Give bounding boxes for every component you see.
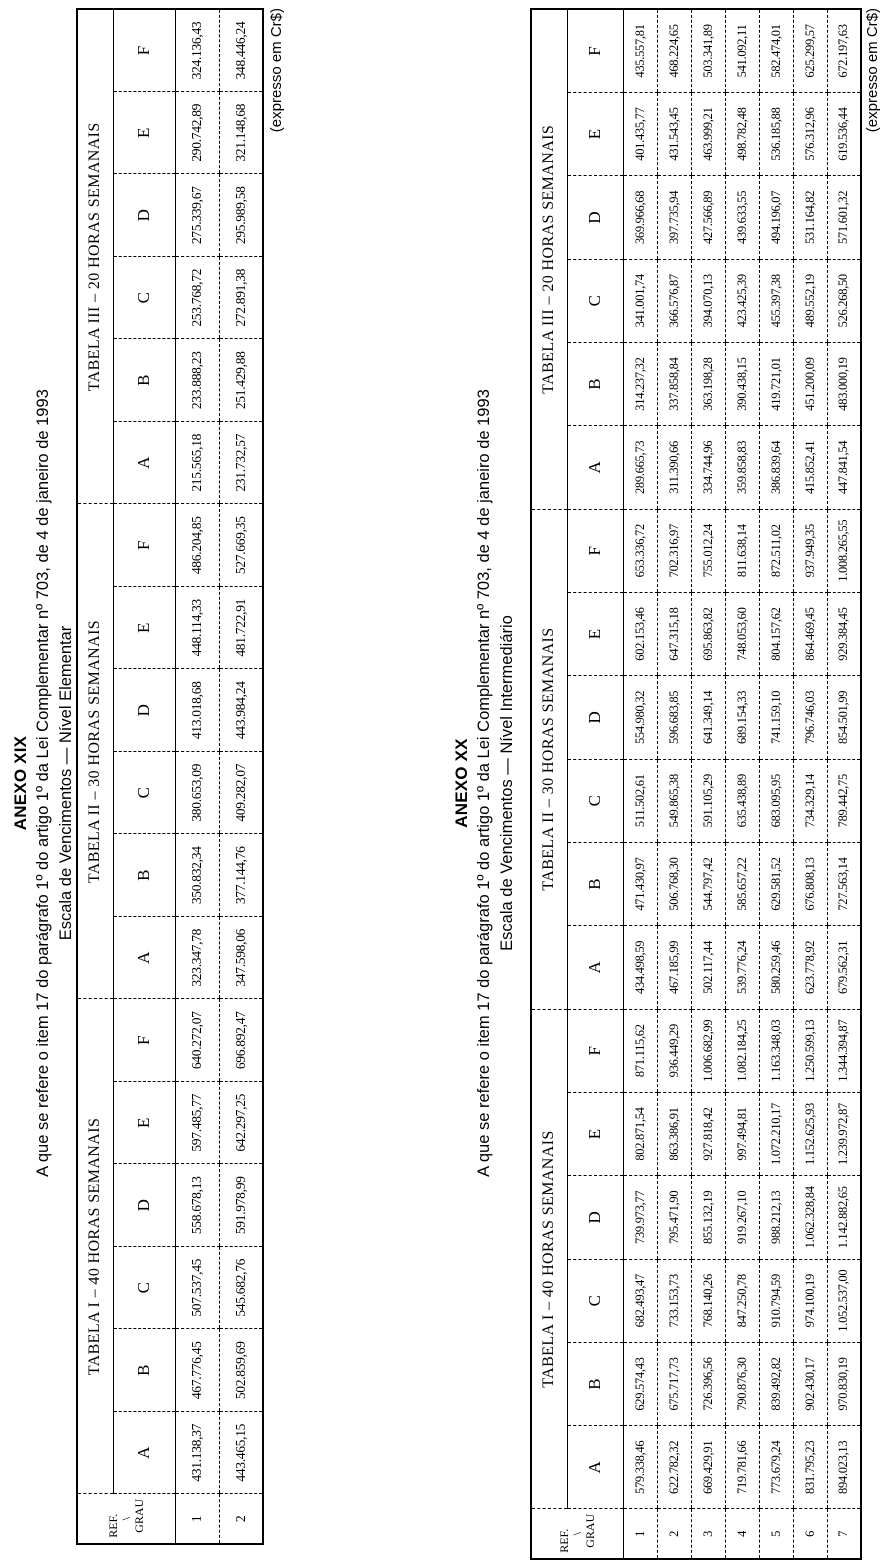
salary-value-cell: 641.349,14 bbox=[691, 676, 725, 759]
salary-value-cell: 811.638,14 bbox=[725, 509, 759, 592]
column-header-a: A bbox=[567, 426, 623, 509]
salary-value-cell: 506.768,30 bbox=[657, 842, 691, 925]
salary-value-cell: 591.105,29 bbox=[691, 759, 725, 842]
ref-grau-corner-cell bbox=[77, 1494, 175, 1544]
salary-value-cell: 377.144,76 bbox=[219, 834, 263, 917]
salary-value-cell: 625.299,57 bbox=[793, 9, 827, 92]
column-header-f: F bbox=[113, 504, 175, 587]
salary-value-cell: 314.237,32 bbox=[623, 342, 657, 425]
salary-value-cell: 427.566,89 bbox=[691, 176, 725, 259]
grade-number-cell: 2 bbox=[657, 1509, 691, 1559]
section-header bbox=[0, 0, 78, 1566]
column-header-d: D bbox=[567, 676, 623, 759]
salary-value-cell: 527.669,35 bbox=[219, 504, 263, 587]
salary-value-cell: 272.891,38 bbox=[219, 257, 263, 340]
column-letters-row bbox=[567, 9, 623, 1559]
column-header-b: B bbox=[567, 842, 623, 925]
salary-value-cell: 558.678,13 bbox=[175, 1164, 219, 1247]
corner-line: \ bbox=[118, 1517, 133, 1521]
salary-value-cell: 541.092,11 bbox=[725, 9, 759, 92]
salary-value-cell: 1.344.394,87 bbox=[827, 1009, 861, 1092]
grade-row-5 bbox=[759, 9, 793, 1559]
salary-value-cell: 443.984,24 bbox=[219, 669, 263, 752]
salary-value-cell: 536.185,88 bbox=[759, 92, 793, 175]
salary-value-cell: 397.735,94 bbox=[657, 176, 691, 259]
salary-value-cell: 443.465,15 bbox=[219, 1412, 263, 1495]
column-header-c: C bbox=[113, 257, 175, 340]
column-header-a: A bbox=[113, 917, 175, 1000]
salary-value-cell: 936.449,29 bbox=[657, 1009, 691, 1092]
column-header-c: C bbox=[567, 1259, 623, 1342]
salary-value-cell: 363.198,28 bbox=[691, 342, 725, 425]
salary-value-cell: 1.152.625,93 bbox=[793, 1092, 827, 1175]
salary-value-cell: 215.565,18 bbox=[175, 422, 219, 505]
salary-value-cell: 431.138,37 bbox=[175, 1412, 219, 1495]
ref-grau-corner-cell bbox=[531, 1509, 623, 1559]
column-header-a: A bbox=[113, 1412, 175, 1495]
salary-value-cell: 468.224,65 bbox=[657, 9, 691, 92]
salary-table-intermediario bbox=[530, 8, 862, 1560]
salary-value-cell: 733.153,73 bbox=[657, 1259, 691, 1342]
salary-value-cell: 423.425,39 bbox=[725, 259, 759, 342]
salary-value-cell: 390.438,15 bbox=[725, 342, 759, 425]
column-header-d: D bbox=[113, 669, 175, 752]
salary-value-cell: 350.832,34 bbox=[175, 834, 219, 917]
salary-value-cell: 434.498,59 bbox=[623, 926, 657, 1009]
corner-line: \ bbox=[569, 1532, 584, 1536]
salary-value-cell: 910.794,59 bbox=[759, 1259, 793, 1342]
salary-value-cell: 726.396,56 bbox=[691, 1342, 725, 1425]
column-header-f: F bbox=[567, 9, 623, 92]
table-group-header: TABELA II – 30 HORAS SEMANAIS bbox=[531, 509, 567, 1009]
column-header-d: D bbox=[567, 176, 623, 259]
salary-value-cell: 997.494,81 bbox=[725, 1092, 759, 1175]
salary-value-cell: 486.204,85 bbox=[175, 504, 219, 587]
section-header bbox=[443, 0, 519, 1566]
salary-value-cell: 1.062.328,84 bbox=[793, 1176, 827, 1259]
salary-value-cell: 419.721,01 bbox=[759, 342, 793, 425]
salary-value-cell: 696.892,47 bbox=[219, 999, 263, 1082]
salary-value-cell: 386.839,64 bbox=[759, 426, 793, 509]
salary-value-cell: 629.574,43 bbox=[623, 1342, 657, 1425]
table-group-header: TABELA III – 20 HORAS SEMANAIS bbox=[77, 9, 113, 504]
corner-line: REF. bbox=[556, 1528, 571, 1553]
salary-table-elementar bbox=[76, 8, 264, 1545]
salary-value-cell: 463.999,21 bbox=[691, 92, 725, 175]
salary-value-cell: 597.485,77 bbox=[175, 1082, 219, 1165]
column-header-a: A bbox=[567, 1426, 623, 1509]
table-group-header-row bbox=[77, 9, 113, 1544]
grade-row-7 bbox=[827, 9, 861, 1559]
salary-value-cell: 675.717,73 bbox=[657, 1342, 691, 1425]
salary-value-cell: 502.117,44 bbox=[691, 926, 725, 1009]
salary-value-cell: 531.164,82 bbox=[793, 176, 827, 259]
grade-number-cell: 5 bbox=[759, 1509, 793, 1559]
grade-number-cell: 3 bbox=[691, 1509, 725, 1559]
salary-value-cell: 683.095,95 bbox=[759, 759, 793, 842]
salary-value-cell: 483.000,19 bbox=[827, 342, 861, 425]
salary-value-cell: 854.501,99 bbox=[827, 676, 861, 759]
salary-value-cell: 623.778,92 bbox=[793, 926, 827, 1009]
grade-row-4 bbox=[725, 9, 759, 1559]
scale-label: Escala de Vencimentos — Nível Intermediário bbox=[498, 615, 516, 951]
salary-value-cell: 937.949,35 bbox=[793, 509, 827, 592]
salary-value-cell: 719.781,66 bbox=[725, 1426, 759, 1509]
column-header-a: A bbox=[113, 422, 175, 505]
salary-value-cell: 539.776,24 bbox=[725, 926, 759, 1009]
column-header-b: B bbox=[113, 834, 175, 917]
column-header-d: D bbox=[113, 174, 175, 257]
salary-value-cell: 647.315,18 bbox=[657, 592, 691, 675]
salary-value-cell: 467.185,99 bbox=[657, 926, 691, 1009]
salary-value-cell: 796.746,03 bbox=[793, 676, 827, 759]
grade-number-cell: 7 bbox=[827, 1509, 861, 1559]
salary-value-cell: 596.683,85 bbox=[657, 676, 691, 759]
salary-value-cell: 741.159,10 bbox=[759, 676, 793, 759]
annex-title: ANEXO XX bbox=[452, 738, 471, 828]
salary-value-cell: 544.797,42 bbox=[691, 842, 725, 925]
currency-note: (expresso em Cr$) bbox=[268, 8, 285, 133]
salary-value-cell: 435.557,81 bbox=[623, 9, 657, 92]
salary-value-cell: 341.001,74 bbox=[623, 259, 657, 342]
salary-value-cell: 231.732,57 bbox=[219, 422, 263, 505]
salary-value-cell: 295.989,58 bbox=[219, 174, 263, 257]
salary-value-cell: 233.888,23 bbox=[175, 339, 219, 422]
salary-value-cell: 669.429,91 bbox=[691, 1426, 725, 1509]
salary-value-cell: 676.808,13 bbox=[793, 842, 827, 925]
salary-value-cell: 802.871,54 bbox=[623, 1092, 657, 1175]
salary-value-cell: 409.282,07 bbox=[219, 752, 263, 835]
table-group-header-row bbox=[531, 9, 567, 1559]
salary-value-cell: 253.768,72 bbox=[175, 257, 219, 340]
salary-value-cell: 970.830,19 bbox=[827, 1342, 861, 1425]
salary-value-cell: 635.438,89 bbox=[725, 759, 759, 842]
salary-value-cell: 672.197,63 bbox=[827, 9, 861, 92]
salary-value-cell: 447.841,54 bbox=[827, 426, 861, 509]
salary-value-cell: 348.446,24 bbox=[219, 9, 263, 92]
grade-row-2 bbox=[657, 9, 691, 1559]
salary-value-cell: 789.442,75 bbox=[827, 759, 861, 842]
corner-line: GRAU bbox=[131, 1498, 146, 1533]
salary-value-cell: 847.250,78 bbox=[725, 1259, 759, 1342]
salary-value-cell: 871.115,62 bbox=[623, 1009, 657, 1092]
salary-value-cell: 526.268,50 bbox=[827, 259, 861, 342]
section-anexo-xx bbox=[443, 0, 886, 1566]
salary-value-cell: 582.474,01 bbox=[759, 9, 793, 92]
salary-value-cell: 347.598,06 bbox=[219, 917, 263, 1000]
grade-number-cell: 1 bbox=[632, 1530, 647, 1537]
salary-value-cell: 1.008.265,55 bbox=[827, 509, 861, 592]
column-header-d: D bbox=[567, 1176, 623, 1259]
salary-value-cell: 498.782,48 bbox=[725, 92, 759, 175]
grade-row-1 bbox=[175, 9, 219, 1544]
column-header-f: F bbox=[567, 509, 623, 592]
salary-value-cell: 642.297,25 bbox=[219, 1082, 263, 1165]
column-header-e: E bbox=[113, 92, 175, 175]
salary-value-cell: 682.493,47 bbox=[623, 1259, 657, 1342]
salary-value-cell: 401.435,77 bbox=[623, 92, 657, 175]
salary-value-cell: 290.742,89 bbox=[175, 92, 219, 175]
column-header-b: B bbox=[113, 339, 175, 422]
salary-value-cell: 1.142.882,65 bbox=[827, 1176, 861, 1259]
salary-value-cell: 902.430,17 bbox=[793, 1342, 827, 1425]
salary-value-cell: 467.776,45 bbox=[175, 1329, 219, 1412]
salary-value-cell: 689.154,33 bbox=[725, 676, 759, 759]
salary-value-cell: 863.386,91 bbox=[657, 1092, 691, 1175]
salary-value-cell: 439.633,55 bbox=[725, 176, 759, 259]
salary-value-cell: 413.018,68 bbox=[175, 669, 219, 752]
salary-value-cell: 549.865,38 bbox=[657, 759, 691, 842]
salary-value-cell: 481.722,91 bbox=[219, 587, 263, 670]
column-header-e: E bbox=[567, 92, 623, 175]
column-header-e: E bbox=[567, 1092, 623, 1175]
salary-value-cell: 545.682,76 bbox=[219, 1247, 263, 1330]
salary-value-cell: 1.163.348,03 bbox=[759, 1009, 793, 1092]
column-header-e: E bbox=[113, 587, 175, 670]
salary-value-cell: 451.200,09 bbox=[793, 342, 827, 425]
salary-value-cell: 431.543,45 bbox=[657, 92, 691, 175]
salary-value-cell: 359.858,83 bbox=[725, 426, 759, 509]
column-header-c: C bbox=[113, 1247, 175, 1330]
column-header-f: F bbox=[567, 1009, 623, 1092]
column-header-f: F bbox=[113, 999, 175, 1082]
salary-value-cell: 334.744,96 bbox=[691, 426, 725, 509]
salary-value-cell: 622.782,32 bbox=[657, 1426, 691, 1509]
grade-row-3 bbox=[691, 9, 725, 1559]
salary-value-cell: 839.492,82 bbox=[759, 1342, 793, 1425]
salary-value-cell: 1.239.972,87 bbox=[827, 1092, 861, 1175]
salary-value-cell: 366.576,87 bbox=[657, 259, 691, 342]
salary-value-cell: 619.536,44 bbox=[827, 92, 861, 175]
salary-value-cell: 1.082.184,25 bbox=[725, 1009, 759, 1092]
annex-subtitle: A que se refere o item 17 do parágrafo 1º do artigo 1º da Lei Complementar nº 703, de 4 de janeiro de 1993 bbox=[34, 389, 52, 1177]
salary-value-cell: 804.157,62 bbox=[759, 592, 793, 675]
scale-label: Escala de Vencimentos — Nível Elementar bbox=[57, 625, 75, 941]
salary-value-cell: 695.863,82 bbox=[691, 592, 725, 675]
salary-value-cell: 679.562,31 bbox=[827, 926, 861, 1009]
salary-value-cell: 831.795,23 bbox=[793, 1426, 827, 1509]
salary-value-cell: 1.250.599,13 bbox=[793, 1009, 827, 1092]
salary-value-cell: 653.336,72 bbox=[623, 509, 657, 592]
column-header-c: C bbox=[567, 759, 623, 842]
salary-value-cell: 768.140,26 bbox=[691, 1259, 725, 1342]
salary-value-cell: 864.469,45 bbox=[793, 592, 827, 675]
column-header-d: D bbox=[113, 1164, 175, 1247]
column-header-e: E bbox=[567, 592, 623, 675]
salary-value-cell: 448.114,33 bbox=[175, 587, 219, 670]
annex-title: ANEXO XIX bbox=[11, 735, 30, 831]
salary-value-cell: 855.132,19 bbox=[691, 1176, 725, 1259]
grade-row-1 bbox=[623, 9, 657, 1559]
table-group-header: TABELA I – 40 HORAS SEMANAIS bbox=[531, 1009, 567, 1509]
salary-value-cell: 511.502,61 bbox=[623, 759, 657, 842]
salary-value-cell: 494.196,07 bbox=[759, 176, 793, 259]
salary-value-cell: 554.980,32 bbox=[623, 676, 657, 759]
column-header-f: F bbox=[113, 9, 175, 92]
salary-value-cell: 591.978,99 bbox=[219, 1164, 263, 1247]
grade-number-cell: 4 bbox=[725, 1509, 759, 1559]
column-header-c: C bbox=[567, 259, 623, 342]
salary-value-cell: 489.552,19 bbox=[793, 259, 827, 342]
salary-value-cell: 755.012,24 bbox=[691, 509, 725, 592]
salary-value-cell: 974.100,19 bbox=[793, 1259, 827, 1342]
salary-value-cell: 580.259,46 bbox=[759, 926, 793, 1009]
salary-value-cell: 576.312,96 bbox=[793, 92, 827, 175]
column-header-b: B bbox=[567, 1342, 623, 1425]
column-letters-row bbox=[113, 9, 175, 1544]
salary-value-cell: 1.072.210,17 bbox=[759, 1092, 793, 1175]
salary-value-cell: 790.876,30 bbox=[725, 1342, 759, 1425]
salary-value-cell: 1.052.537,00 bbox=[827, 1259, 861, 1342]
salary-value-cell: 502.859,69 bbox=[219, 1329, 263, 1412]
salary-value-cell: 321.148,68 bbox=[219, 92, 263, 175]
grade-row-2 bbox=[219, 9, 263, 1544]
salary-value-cell: 311.390,66 bbox=[657, 426, 691, 509]
salary-value-cell: 471.430,97 bbox=[623, 842, 657, 925]
column-header-b: B bbox=[567, 342, 623, 425]
annex-subtitle: A que se refere o item 17 do parágrafo 1º do artigo 1º da Lei Complementar nº 703, de 4 de janeiro de 1993 bbox=[475, 389, 493, 1177]
grade-row-6 bbox=[793, 9, 827, 1559]
salary-value-cell: 602.153,46 bbox=[623, 592, 657, 675]
salary-value-cell: 369.966,68 bbox=[623, 176, 657, 259]
salary-value-cell: 727.563,14 bbox=[827, 842, 861, 925]
salary-value-cell: 323.347,78 bbox=[175, 917, 219, 1000]
salary-value-cell: 748.053,60 bbox=[725, 592, 759, 675]
salary-value-cell: 415.852,41 bbox=[793, 426, 827, 509]
salary-value-cell: 380.653,09 bbox=[175, 752, 219, 835]
salary-value-cell: 702.316,97 bbox=[657, 509, 691, 592]
salary-value-cell: 507.537,45 bbox=[175, 1247, 219, 1330]
salary-value-cell: 394.070,13 bbox=[691, 259, 725, 342]
grade-number-cell: 1 bbox=[189, 1515, 204, 1523]
salary-value-cell: 640.272,07 bbox=[175, 999, 219, 1082]
salary-value-cell: 773.679,24 bbox=[759, 1426, 793, 1509]
table-group-header: TABELA III – 20 HORAS SEMANAIS bbox=[531, 9, 567, 509]
grade-number-cell: 2 bbox=[219, 1494, 263, 1544]
salary-value-cell: 585.657,22 bbox=[725, 842, 759, 925]
salary-value-cell: 872.511,02 bbox=[759, 509, 793, 592]
salary-value-cell: 919.267,10 bbox=[725, 1176, 759, 1259]
corner-line: GRAU bbox=[582, 1513, 597, 1548]
salary-value-cell: 289.665,73 bbox=[623, 426, 657, 509]
salary-value-cell: 579.338,46 bbox=[623, 1426, 657, 1509]
salary-value-cell: 275.339,67 bbox=[175, 174, 219, 257]
salary-value-cell: 455.397,38 bbox=[759, 259, 793, 342]
salary-value-cell: 795.471,90 bbox=[657, 1176, 691, 1259]
table-group-header: TABELA II – 30 HORAS SEMANAIS bbox=[77, 504, 113, 999]
salary-value-cell: 629.581,52 bbox=[759, 842, 793, 925]
salary-value-cell: 739.973,77 bbox=[623, 1176, 657, 1259]
salary-value-cell: 929.384,45 bbox=[827, 592, 861, 675]
salary-value-cell: 1.006.682,99 bbox=[691, 1009, 725, 1092]
salary-value-cell: 337.858,84 bbox=[657, 342, 691, 425]
salary-value-cell: 927.818,42 bbox=[691, 1092, 725, 1175]
salary-value-cell: 894.023,13 bbox=[827, 1426, 861, 1509]
salary-value-cell: 324.136,43 bbox=[175, 9, 219, 92]
column-header-c: C bbox=[113, 752, 175, 835]
column-header-a: A bbox=[567, 926, 623, 1009]
salary-value-cell: 251.429,88 bbox=[219, 339, 263, 422]
salary-value-cell: 734.329,14 bbox=[793, 759, 827, 842]
column-header-e: E bbox=[113, 1082, 175, 1165]
salary-value-cell: 571.601,32 bbox=[827, 176, 861, 259]
grade-number-cell: 6 bbox=[793, 1509, 827, 1559]
salary-value-cell: 988.212,13 bbox=[759, 1176, 793, 1259]
table-group-header: TABELA I – 40 HORAS SEMANAIS bbox=[77, 999, 113, 1494]
currency-note: (expresso em Cr$) bbox=[864, 8, 881, 133]
salary-value-cell: 503.341,89 bbox=[691, 9, 725, 92]
corner-line: REF. bbox=[105, 1513, 120, 1538]
column-header-b: B bbox=[113, 1329, 175, 1412]
